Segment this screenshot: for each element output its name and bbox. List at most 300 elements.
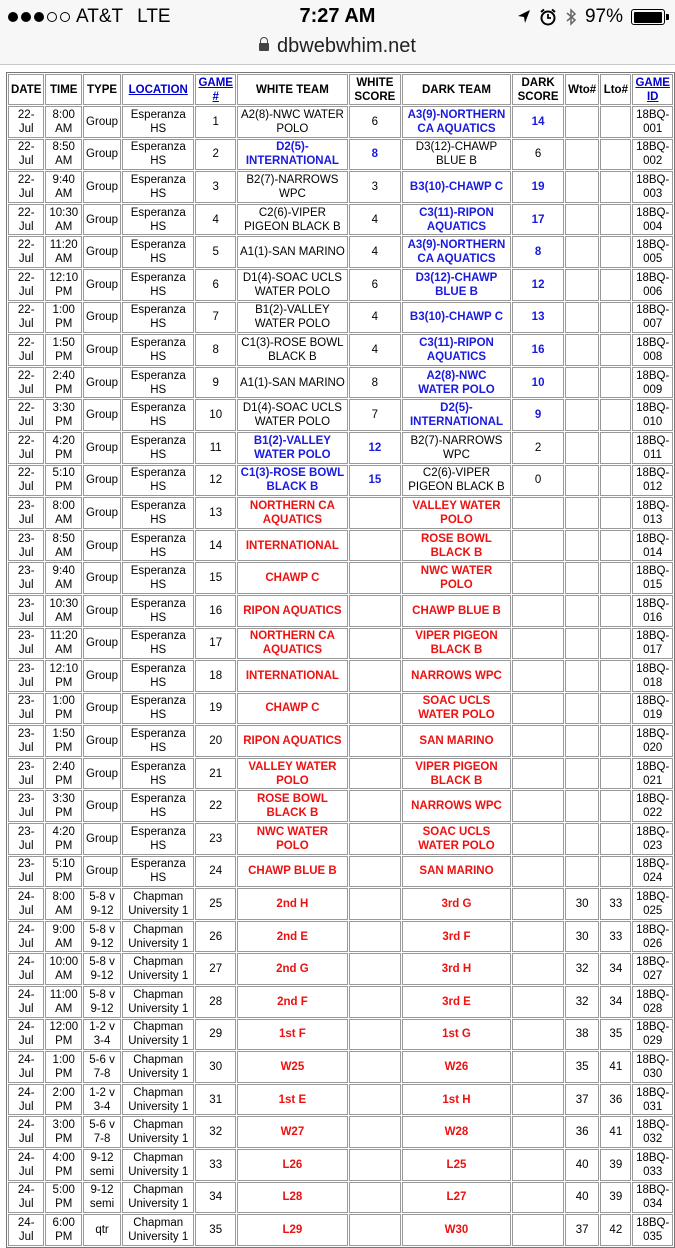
table-row	[8, 1182, 673, 1214]
cell-game-number: 16	[195, 595, 236, 627]
cell-time: 1:00 PM	[45, 1051, 82, 1083]
cell-location: Esperanza HS	[122, 628, 194, 660]
cell-game-number: 1	[195, 106, 236, 138]
table-row	[8, 171, 673, 203]
cell-lto: 36	[600, 1084, 631, 1116]
cell-wto	[565, 367, 599, 399]
schedule-table	[6, 72, 675, 1248]
cell-lto: 39	[600, 1182, 631, 1214]
cell-date: 22-Jul	[8, 367, 44, 399]
cell-lto	[600, 204, 631, 236]
cell-white-team: 1st F	[237, 1019, 348, 1051]
cell-white-team: C2(6)-VIPER PIGEON BLACK B	[237, 204, 348, 236]
cell-game-number: 9	[195, 367, 236, 399]
cell-location: Esperanza HS	[122, 269, 194, 301]
cell-white-score	[349, 1084, 401, 1116]
cell-wto	[565, 399, 599, 431]
header-game-id[interactable]	[632, 74, 673, 105]
cell-white-team: A1(1)-SAN MARINO	[237, 367, 348, 399]
cell-type: Group	[83, 725, 121, 757]
cell-dark-team: 1st G	[402, 1019, 511, 1051]
cell-white-team: RIPON AQUATICS	[237, 725, 348, 757]
table-row	[8, 1019, 673, 1051]
cell-time: 8:50 AM	[45, 139, 82, 171]
cell-white-team: B1(2)-VALLEY WATER POLO	[237, 302, 348, 334]
cell-wto	[565, 106, 599, 138]
cell-dark-team: VIPER PIGEON BLACK B	[402, 628, 511, 660]
header-game[interactable]	[195, 74, 236, 105]
cell-game-number: 23	[195, 823, 236, 855]
cell-location: Esperanza HS	[122, 432, 194, 464]
cell-game-number: 22	[195, 790, 236, 822]
cell-time: 4:20 PM	[45, 823, 82, 855]
cell-game-id: 18BQ-027	[632, 953, 673, 985]
cell-game-number: 21	[195, 758, 236, 790]
cell-dark-score	[512, 497, 564, 529]
header-white-team: WHITE TEAM	[237, 74, 348, 105]
cell-time: 9:40 AM	[45, 562, 82, 594]
cell-type: Group	[83, 269, 121, 301]
cell-wto: 32	[565, 986, 599, 1018]
cell-dark-score: 14	[512, 106, 564, 138]
cell-date: 23-Jul	[8, 497, 44, 529]
cell-location: Chapman University 1	[122, 888, 194, 920]
cell-white-team: W25	[237, 1051, 348, 1083]
cell-white-score	[349, 986, 401, 1018]
cell-lto: 34	[600, 953, 631, 985]
battery-percent: 97%	[584, 6, 623, 27]
cell-lto	[600, 139, 631, 171]
cell-game-number: 10	[195, 399, 236, 431]
cell-white-team: C1(3)-ROSE BOWL BLACK B	[237, 465, 348, 497]
cell-dark-score	[512, 823, 564, 855]
cell-type: Group	[83, 367, 121, 399]
cell-game-number: 31	[195, 1084, 236, 1116]
cell-dark-score: 8	[512, 236, 564, 268]
cell-game-number: 8	[195, 334, 236, 366]
cell-time: 11:00 AM	[45, 986, 82, 1018]
cell-date: 23-Jul	[8, 628, 44, 660]
cell-white-score: 15	[349, 465, 401, 497]
cell-type: Group	[83, 204, 121, 236]
cell-white-score: 4	[349, 236, 401, 268]
cell-date: 23-Jul	[8, 725, 44, 757]
cell-lto: 33	[600, 888, 631, 920]
cell-location: Esperanza HS	[122, 856, 194, 888]
cell-game-id: 18BQ-020	[632, 725, 673, 757]
table-row	[8, 204, 673, 236]
header-wto: Wto#	[565, 74, 599, 105]
cell-dark-score	[512, 856, 564, 888]
cell-lto: 34	[600, 986, 631, 1018]
cell-wto	[565, 595, 599, 627]
cell-dark-score	[512, 1116, 564, 1148]
cell-time: 4:20 PM	[45, 432, 82, 464]
cell-dark-score: 16	[512, 334, 564, 366]
cell-game-number: 25	[195, 888, 236, 920]
cell-white-score: 8	[349, 139, 401, 171]
cell-dark-team: B2(7)-NARROWS WPC	[402, 432, 511, 464]
cell-time: 10:30 AM	[45, 595, 82, 627]
cell-type: Group	[83, 139, 121, 171]
cell-date: 22-Jul	[8, 399, 44, 431]
cell-lto	[600, 432, 631, 464]
cell-type: Group	[83, 497, 121, 529]
cell-game-number: 27	[195, 953, 236, 985]
cell-game-id: 18BQ-034	[632, 1182, 673, 1214]
cell-white-team: NWC WATER POLO	[237, 823, 348, 855]
cell-type: Group	[83, 758, 121, 790]
cell-wto	[565, 693, 599, 725]
cell-type: Group	[83, 790, 121, 822]
sort-location-link[interactable]: LOCATION	[128, 83, 188, 96]
cell-location: Chapman University 1	[122, 1019, 194, 1051]
cell-time: 8:00 AM	[45, 888, 82, 920]
cell-dark-team: L27	[402, 1182, 511, 1214]
cell-dark-team: ROSE BOWL BLACK B	[402, 530, 511, 562]
cell-white-score	[349, 725, 401, 757]
cell-white-score: 4	[349, 334, 401, 366]
table-row	[8, 367, 673, 399]
cell-location: Esperanza HS	[122, 236, 194, 268]
cell-game-number: 6	[195, 269, 236, 301]
cell-type: 9-12 semi	[83, 1182, 121, 1214]
cell-date: 22-Jul	[8, 204, 44, 236]
cell-dark-team: NARROWS WPC	[402, 660, 511, 692]
cell-time: 5:00 PM	[45, 1182, 82, 1214]
cell-white-score	[349, 628, 401, 660]
cell-time: 3:00 PM	[45, 1116, 82, 1148]
cell-white-team: D1(4)-SOAC UCLS WATER POLO	[237, 269, 348, 301]
cell-date: 24-Jul	[8, 1116, 44, 1148]
cell-game-number: 3	[195, 171, 236, 203]
cell-dark-team: 1st H	[402, 1084, 511, 1116]
cell-game-id: 18BQ-013	[632, 497, 673, 529]
cell-white-score	[349, 1182, 401, 1214]
cell-type: 1-2 v 3-4	[83, 1019, 121, 1051]
table-row	[8, 1149, 673, 1181]
cell-date: 24-Jul	[8, 888, 44, 920]
cell-time: 12:10 PM	[45, 660, 82, 692]
cell-game-number: 30	[195, 1051, 236, 1083]
cell-lto	[600, 660, 631, 692]
cell-white-team: D2(5)-INTERNATIONAL	[237, 139, 348, 171]
cell-date: 23-Jul	[8, 758, 44, 790]
cell-type: Group	[83, 236, 121, 268]
table-row	[8, 953, 673, 985]
cell-location: Esperanza HS	[122, 693, 194, 725]
cell-dark-team: 3rd G	[402, 888, 511, 920]
cell-dark-team: A2(8)-NWC WATER POLO	[402, 367, 511, 399]
cell-white-team: 1st E	[237, 1084, 348, 1116]
cell-location: Esperanza HS	[122, 465, 194, 497]
cell-game-number: 4	[195, 204, 236, 236]
cell-time: 9:40 AM	[45, 171, 82, 203]
cell-date: 23-Jul	[8, 595, 44, 627]
cell-wto: 30	[565, 921, 599, 953]
cell-white-score	[349, 530, 401, 562]
cell-type: Group	[83, 432, 121, 464]
cell-type: Group	[83, 693, 121, 725]
header-time: TIME	[45, 74, 82, 105]
cell-date: 24-Jul	[8, 986, 44, 1018]
cell-game-id: 18BQ-006	[632, 269, 673, 301]
cell-game-id: 18BQ-011	[632, 432, 673, 464]
cell-dark-score	[512, 660, 564, 692]
table-row	[8, 139, 673, 171]
cell-location: Esperanza HS	[122, 139, 194, 171]
table-row	[8, 823, 673, 855]
cell-location: Esperanza HS	[122, 334, 194, 366]
cell-wto	[565, 530, 599, 562]
carrier-name: AT&T	[76, 6, 124, 27]
cell-wto: 36	[565, 1116, 599, 1148]
cell-lto	[600, 823, 631, 855]
cell-lto: 41	[600, 1051, 631, 1083]
cell-lto	[600, 334, 631, 366]
cell-dark-score	[512, 1182, 564, 1214]
address-bar[interactable]	[0, 34, 675, 65]
cell-lto	[600, 758, 631, 790]
cell-white-score: 4	[349, 302, 401, 334]
cell-type: Group	[83, 660, 121, 692]
cell-game-id: 18BQ-035	[632, 1214, 673, 1246]
cell-date: 23-Jul	[8, 693, 44, 725]
cell-white-team: RIPON AQUATICS	[237, 595, 348, 627]
cell-dark-team: SAN MARINO	[402, 725, 511, 757]
cell-location: Esperanza HS	[122, 106, 194, 138]
cell-dark-team: C3(11)-RIPON AQUATICS	[402, 204, 511, 236]
cell-dark-score	[512, 1019, 564, 1051]
cell-date: 22-Jul	[8, 302, 44, 334]
cell-white-team: L29	[237, 1214, 348, 1246]
table-row	[8, 693, 673, 725]
cell-dark-team: B3(10)-CHAWP C	[402, 171, 511, 203]
header-dark-score: DARK SCORE	[512, 74, 564, 105]
cell-game-number: 34	[195, 1182, 236, 1214]
cell-dark-score	[512, 628, 564, 660]
cell-lto: 39	[600, 1149, 631, 1181]
cell-dark-team: SOAC UCLS WATER POLO	[402, 693, 511, 725]
cell-wto: 37	[565, 1084, 599, 1116]
cell-wto	[565, 302, 599, 334]
cell-game-id: 18BQ-023	[632, 823, 673, 855]
cell-date: 24-Jul	[8, 1084, 44, 1116]
lock-icon	[259, 43, 269, 51]
cell-game-id: 18BQ-024	[632, 856, 673, 888]
cell-dark-team: C3(11)-RIPON AQUATICS	[402, 334, 511, 366]
table-row	[8, 399, 673, 431]
cell-white-team: 2nd F	[237, 986, 348, 1018]
cell-lto	[600, 530, 631, 562]
header-date: DATE	[8, 74, 44, 105]
cell-location: Chapman University 1	[122, 1214, 194, 1246]
cell-dark-team: D2(5)-INTERNATIONAL	[402, 399, 511, 431]
cell-game-id: 18BQ-010	[632, 399, 673, 431]
cell-dark-score: 19	[512, 171, 564, 203]
cell-date: 24-Jul	[8, 1182, 44, 1214]
cell-dark-score	[512, 595, 564, 627]
cell-type: Group	[83, 106, 121, 138]
cell-white-score	[349, 497, 401, 529]
table-row	[8, 465, 673, 497]
cell-type: 5-8 v 9-12	[83, 888, 121, 920]
cell-white-score	[349, 790, 401, 822]
cell-wto	[565, 171, 599, 203]
cell-game-id: 18BQ-019	[632, 693, 673, 725]
cell-game-id: 18BQ-032	[632, 1116, 673, 1148]
battery-icon	[631, 9, 665, 25]
cell-game-id: 18BQ-015	[632, 562, 673, 594]
cell-dark-score	[512, 1149, 564, 1181]
cell-time: 12:00 PM	[45, 1019, 82, 1051]
cell-dark-team: C2(6)-VIPER PIGEON BLACK B	[402, 465, 511, 497]
cell-white-score	[349, 823, 401, 855]
cell-time: 1:00 PM	[45, 693, 82, 725]
cell-game-id: 18BQ-001	[632, 106, 673, 138]
cell-location: Chapman University 1	[122, 921, 194, 953]
cell-lto	[600, 725, 631, 757]
cell-date: 23-Jul	[8, 530, 44, 562]
cell-white-team: W27	[237, 1116, 348, 1148]
cell-white-team: B1(2)-VALLEY WATER POLO	[237, 432, 348, 464]
cell-white-score	[349, 953, 401, 985]
cell-lto	[600, 171, 631, 203]
cell-game-id: 18BQ-031	[632, 1084, 673, 1116]
cell-location: Esperanza HS	[122, 367, 194, 399]
cell-date: 24-Jul	[8, 953, 44, 985]
cell-time: 1:50 PM	[45, 725, 82, 757]
cell-dark-team: D3(12)-CHAWP BLUE B	[402, 269, 511, 301]
cell-date: 23-Jul	[8, 790, 44, 822]
cell-type: Group	[83, 465, 121, 497]
cell-dark-score: 0	[512, 465, 564, 497]
cell-wto	[565, 334, 599, 366]
url-display[interactable]	[0, 35, 675, 58]
sort-game-link[interactable]: GAME #	[198, 76, 233, 103]
cell-location: Esperanza HS	[122, 790, 194, 822]
cell-date: 24-Jul	[8, 1051, 44, 1083]
cell-date: 23-Jul	[8, 562, 44, 594]
cell-dark-score	[512, 562, 564, 594]
cell-time: 11:20 AM	[45, 628, 82, 660]
header-location[interactable]	[122, 74, 194, 105]
cell-white-team: C1(3)-ROSE BOWL BLACK B	[237, 334, 348, 366]
cell-type: 5-6 v 7-8	[83, 1051, 121, 1083]
table-row	[8, 334, 673, 366]
table-row	[8, 660, 673, 692]
cell-location: Esperanza HS	[122, 530, 194, 562]
cell-game-id: 18BQ-005	[632, 236, 673, 268]
cell-white-team: L26	[237, 1149, 348, 1181]
cell-lto	[600, 856, 631, 888]
cell-time: 6:00 PM	[45, 1214, 82, 1246]
cell-location: Esperanza HS	[122, 497, 194, 529]
cell-time: 8:00 AM	[45, 497, 82, 529]
table-row	[8, 236, 673, 268]
cell-location: Esperanza HS	[122, 302, 194, 334]
cell-white-team: CHAWP C	[237, 562, 348, 594]
cell-game-number: 15	[195, 562, 236, 594]
cell-lto	[600, 595, 631, 627]
cell-date: 22-Jul	[8, 171, 44, 203]
cell-dark-score	[512, 530, 564, 562]
cell-white-score: 3	[349, 171, 401, 203]
cell-location: Chapman University 1	[122, 953, 194, 985]
cell-location: Esperanza HS	[122, 823, 194, 855]
location-arrow-icon	[517, 9, 531, 25]
cell-date: 23-Jul	[8, 823, 44, 855]
cell-dark-score: 12	[512, 269, 564, 301]
cell-lto	[600, 106, 631, 138]
cell-type: qtr	[83, 1214, 121, 1246]
cell-type: Group	[83, 334, 121, 366]
table-row	[8, 302, 673, 334]
cell-dark-team: SOAC UCLS WATER POLO	[402, 823, 511, 855]
cell-time: 5:10 PM	[45, 856, 82, 888]
cell-dark-team: B3(10)-CHAWP C	[402, 302, 511, 334]
cell-game-number: 20	[195, 725, 236, 757]
cell-dark-score	[512, 986, 564, 1018]
cell-type: Group	[83, 823, 121, 855]
cell-dark-score	[512, 1051, 564, 1083]
table-row	[8, 888, 673, 920]
cell-wto: 32	[565, 953, 599, 985]
cell-dark-team: VALLEY WATER POLO	[402, 497, 511, 529]
table-row	[8, 986, 673, 1018]
cell-white-score	[349, 595, 401, 627]
cell-time: 12:10 PM	[45, 269, 82, 301]
cell-time: 10:30 AM	[45, 204, 82, 236]
cell-lto: 33	[600, 921, 631, 953]
cell-lto: 42	[600, 1214, 631, 1246]
cell-lto	[600, 790, 631, 822]
cell-dark-score: 10	[512, 367, 564, 399]
cell-lto	[600, 465, 631, 497]
cell-wto: 37	[565, 1214, 599, 1246]
cell-location: Esperanza HS	[122, 204, 194, 236]
cell-dark-score: 13	[512, 302, 564, 334]
cell-time: 8:00 AM	[45, 106, 82, 138]
cell-dark-team: W26	[402, 1051, 511, 1083]
cell-game-id: 18BQ-017	[632, 628, 673, 660]
cell-wto	[565, 790, 599, 822]
cell-wto	[565, 269, 599, 301]
cell-dark-score: 9	[512, 399, 564, 431]
cell-type: 9-12 semi	[83, 1149, 121, 1181]
cell-time: 9:00 AM	[45, 921, 82, 953]
cell-white-score: 6	[349, 106, 401, 138]
sort-game-id-link[interactable]: GAME ID	[635, 76, 670, 103]
cell-location: Esperanza HS	[122, 171, 194, 203]
cell-type: Group	[83, 171, 121, 203]
header-lto: Lto#	[600, 74, 631, 105]
cell-white-score	[349, 1051, 401, 1083]
cell-white-score: 12	[349, 432, 401, 464]
header-dark-team: DARK TEAM	[402, 74, 511, 105]
cell-white-score	[349, 1149, 401, 1181]
cell-time: 5:10 PM	[45, 465, 82, 497]
cell-location: Esperanza HS	[122, 758, 194, 790]
cell-date: 24-Jul	[8, 1019, 44, 1051]
cell-game-number: 12	[195, 465, 236, 497]
cell-date: 22-Jul	[8, 432, 44, 464]
cell-game-id: 18BQ-007	[632, 302, 673, 334]
cell-lto	[600, 562, 631, 594]
cell-wto	[565, 823, 599, 855]
cell-white-score: 4	[349, 204, 401, 236]
table-row	[8, 1051, 673, 1083]
